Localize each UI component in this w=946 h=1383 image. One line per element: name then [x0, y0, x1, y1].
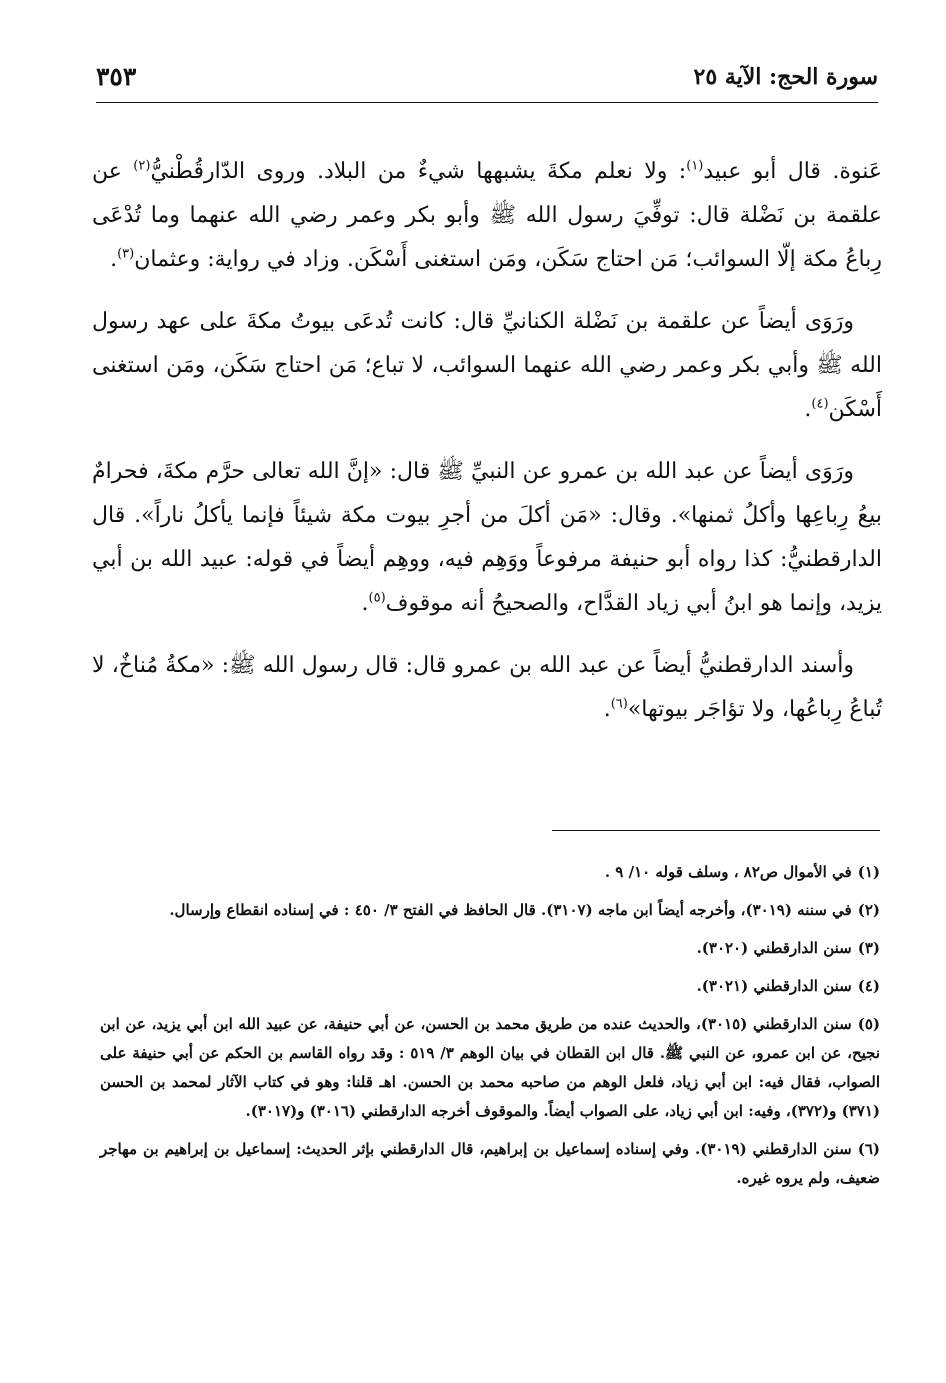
footnote-text: سنن الدارقطني (٣٠١٩). وفي إسناده إسماعيل بن إبراهيم، قال الدارقطني بإثر الحديث: إسماعيل بن إبراهيم بن مهاجر ضعيف، ولم يروه غيره.	[100, 1140, 880, 1187]
running-header	[96, 62, 878, 98]
paragraph	[92, 150, 882, 282]
text-run: : ولا نعلم مكةَ يشبهها شيءٌ من البلاد. وروى الدّارقُطْنيُّ	[150, 159, 687, 184]
footnotes	[100, 858, 880, 1202]
footnote-ref: (٣)	[117, 246, 135, 262]
footnote	[100, 1135, 880, 1193]
footnote-number: (٤)	[857, 977, 880, 995]
footnote-ref: (٥)	[368, 590, 386, 606]
main-text	[92, 150, 882, 750]
footnote-number: (٣)	[857, 939, 880, 957]
text-run: .	[603, 697, 611, 722]
footnote	[100, 972, 880, 1001]
text-run: ورَوَى أيضاً عن عبد الله بن عمرو عن النبيِّ ﷺ قال: «إنَّ الله تعالى حرَّم مكةَ، فحرامٌ بيعُ رِباعِها وأكلُ ثمنها». وقال: «مَن أكلَ من أجرِ بيوت مكة شيئاً فإنما يأكلُ ناراً». قال الدارقطنيُّ: كذا رواه أبو حنيفة مرفوعاً ووَهِم فيه، ووهِم أيضاً في قوله: عبيد الله بن أبي يزيد، وإنما هو ابنُ أبي زياد القدَّاح، والصحيحُ أنه موقوف	[92, 459, 882, 616]
footnote	[100, 934, 880, 963]
paragraph	[92, 300, 882, 432]
footnote-text: في الأموال ص٨٢ ، وسلف قوله ١٠/ ٩ .	[604, 863, 852, 881]
footnote-number: (٢)	[857, 901, 880, 919]
footnote-separator	[552, 830, 880, 831]
text-run: عَنوة. قال أبو عبيد	[703, 159, 883, 184]
footnote-number: (٦)	[857, 1140, 880, 1158]
text-run: عن علقمة بن نَضْلة قال: توفِّيَ رسول الله ﷺ وأبو بكر وعمر رضي الله عنهما وما تُدْعَى رِباعُ مكة إلّا السوائب؛ مَن احتاج سَكَن، ومَن استغنى أَسْكَن. وزاد في رواية: وعثمان	[92, 159, 882, 272]
footnote-text: سنن الدارقطني (٣٠٢٠).	[696, 939, 852, 957]
footnote-ref: (٢)	[133, 158, 151, 174]
text-run: وأسند الدارقطنيُّ أيضاً عن عبد الله بن عمرو قال: قال رسول الله ﷺ: «مكةُ مُناخٌ، لا تُباعُ رِباعُها، ولا تؤاجَر بيوتها»	[92, 653, 882, 722]
footnote-text: سنن الدارقطني (٣٠١٥)، والحديث عنده من طريق محمد بن الحسن، عن أبي حنيفة، عن عبيد الله ابن أبي يزيد، عن ابن نجيح، عن ابن عمرو، عن النبي ﷺ. قال ابن القطان في بيان الوهم ٣/ ٥١٩ : وقد رواه القاسم بن الحكم عن أبي حنيفة على الصواب، فقال فيه: ابن أبي زياد، فلعل الوهم من صاحبه محمد بن الحسن. اهـ قلنا: وهو في كتاب الآثار لمحمد بن الحسن (٣٧١) و(٣٧٢)، وفيه: ابن أبي زياد، على الصواب أيضاً. والموقوف أخرجه الدارقطني (٣٠١٦) و(٣٠١٧).	[100, 1015, 881, 1120]
paragraph	[92, 644, 882, 732]
page-number: ٣٥٣	[96, 62, 137, 91]
header-title: سورة الحج: الآية ٢٥	[693, 64, 878, 90]
text-run: .	[361, 591, 369, 616]
footnote-ref: (١)	[686, 158, 704, 174]
footnote-text: في سننه (٣٠١٩)، وأخرجه أيضاً ابن ماجه (٣١٠٧). قال الحافظ في الفتح ٣/ ٤٥٠ : في إسناده انقطاع وإرسال.	[169, 901, 852, 919]
footnote	[100, 858, 880, 887]
footnote-number: (٥)	[857, 1015, 880, 1033]
text-run: .	[110, 247, 118, 272]
text-run: .	[804, 397, 812, 422]
paragraph	[92, 450, 882, 626]
text-run: ورَوَى أيضاً عن علقمة بن نَضْلة الكنانيِّ قال: كانت تُدعَى بيوتُ مكةَ على عهد رسول الله ﷺ وأبي بكر وعمر رضي الله عنهما السوائب، لا تباع؛ مَن احتاج سَكَن، ومَن استغنى أَسْكَن	[92, 309, 882, 422]
footnote-text: سنن الدارقطني (٣٠٢١).	[696, 977, 852, 995]
footnote	[100, 1010, 880, 1126]
header-rule	[96, 102, 878, 103]
footnote-number: (١)	[857, 863, 880, 881]
footnote-ref: (٦)	[610, 696, 628, 712]
footnote	[100, 896, 880, 925]
footnote-ref: (٤)	[811, 396, 829, 412]
